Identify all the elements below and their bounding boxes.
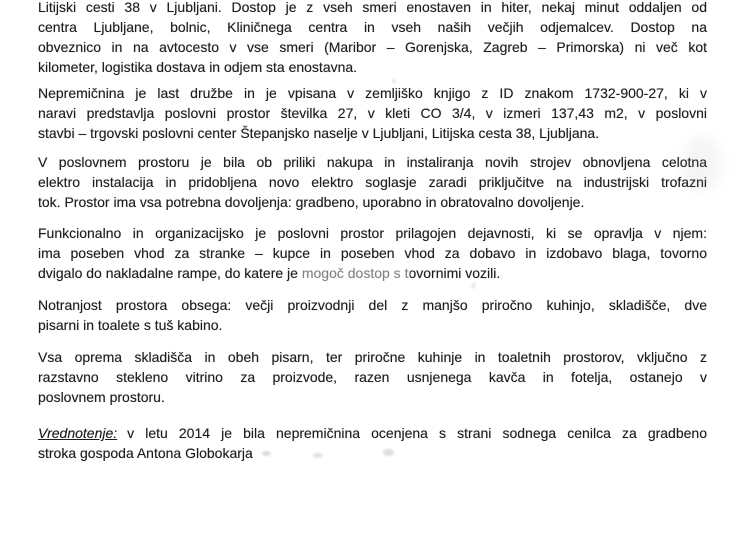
paragraph-equipment bbox=[38, 347, 707, 407]
paragraph-location-access bbox=[38, 0, 707, 77]
text-line: V poslovnem prostoru je bila ob priliki nakupa in instaliranja novih strojev obnovljena celotna bbox=[38, 154, 707, 170]
text-line: tok. Prostor ima vsa potrebna dovoljenja: gradbeno, uporabno in obratovalno dovoljenje. bbox=[38, 194, 585, 210]
text-line: stroka gospoda Antona Globokarja bbox=[38, 445, 253, 461]
text-line: obveznico in na avtocesto v vse smeri (Maribor – Gorenjska, Zagreb – Primorska) ni več kot bbox=[38, 39, 707, 55]
text-block bbox=[38, 0, 707, 463]
text-line: kilometer, logistika dostava in odjem sta enostavna. bbox=[38, 59, 358, 75]
text-line: elektro instalacija in pridobljena novo elektro soglasje zaradi priključitve na industrijski trofazni bbox=[38, 174, 707, 190]
text-line: Notranjost prostora obsega: večji proizvodnji del z manjšo priročno kuhinjo, skladišče, dve bbox=[38, 297, 707, 313]
paragraph-functional-layout bbox=[38, 223, 707, 283]
text-line: Nepremičnina je last družbe in je vpisana v zemljiško knjigo z ID znakom 1732-900-27, ki v bbox=[38, 85, 707, 101]
paragraph-interior bbox=[38, 295, 707, 335]
text-line: stavbi – trgovski poslovni center Štepanjsko naselje v Ljubljani, Litijska cesta 38, Ljubljana. bbox=[38, 125, 600, 141]
text-line: Vsa oprema skladišča in obeh pisarn, ter priročne kuhinje in toaletnih prostorov, vključno z bbox=[38, 349, 707, 365]
paragraph-electrical-permits bbox=[38, 152, 707, 212]
paragraph-land-registry bbox=[38, 83, 707, 143]
text-line: centra Ljubljane, bolnic, Kliničnega centra in vseh naših večjih odjemalcev. Dostop na bbox=[38, 19, 707, 35]
text-line: razstavno stekleno vitrino za proizvode, razen usnjenega kavča in fotelja, ostanejo v bbox=[38, 369, 707, 385]
text-line: pisarni in toalete s tuš kabino. bbox=[38, 317, 223, 333]
text-line bbox=[38, 423, 707, 443]
text-line: Litijski cesti 38 v Ljubljani. Dostop je z vseh smeri enostaven in hiter, nekaj minut oddaljen od bbox=[38, 0, 707, 15]
text-line: naravi predstavlja poslovni prostor številka 27, v kleti CO 3/4, v izmeri 137,43 m2, v poslovni bbox=[38, 105, 707, 121]
paragraph-valuation bbox=[38, 423, 707, 463]
text-line: ima poseben vhod za stranke – kupce in poseben vhod za dobavo in izdobavo blaga, tovorno bbox=[38, 245, 707, 261]
valuation-text: v letu 2014 je bila nepremičnina ocenjena s strani sodnega cenilca za gradbeno bbox=[127, 425, 707, 441]
text-line: Funkcionalno in organizacijsko je poslovni prostor prilagojen dejavnosti, ki se opravlja v njem: bbox=[38, 225, 707, 241]
text-line: poslovnem prostoru. bbox=[38, 389, 165, 405]
valuation-label: Vrednotenje: bbox=[38, 425, 118, 441]
text-line: dvigalo do nakladalne rampe, do katere je mogoč dostop s tovornimi vozili. bbox=[38, 265, 501, 281]
